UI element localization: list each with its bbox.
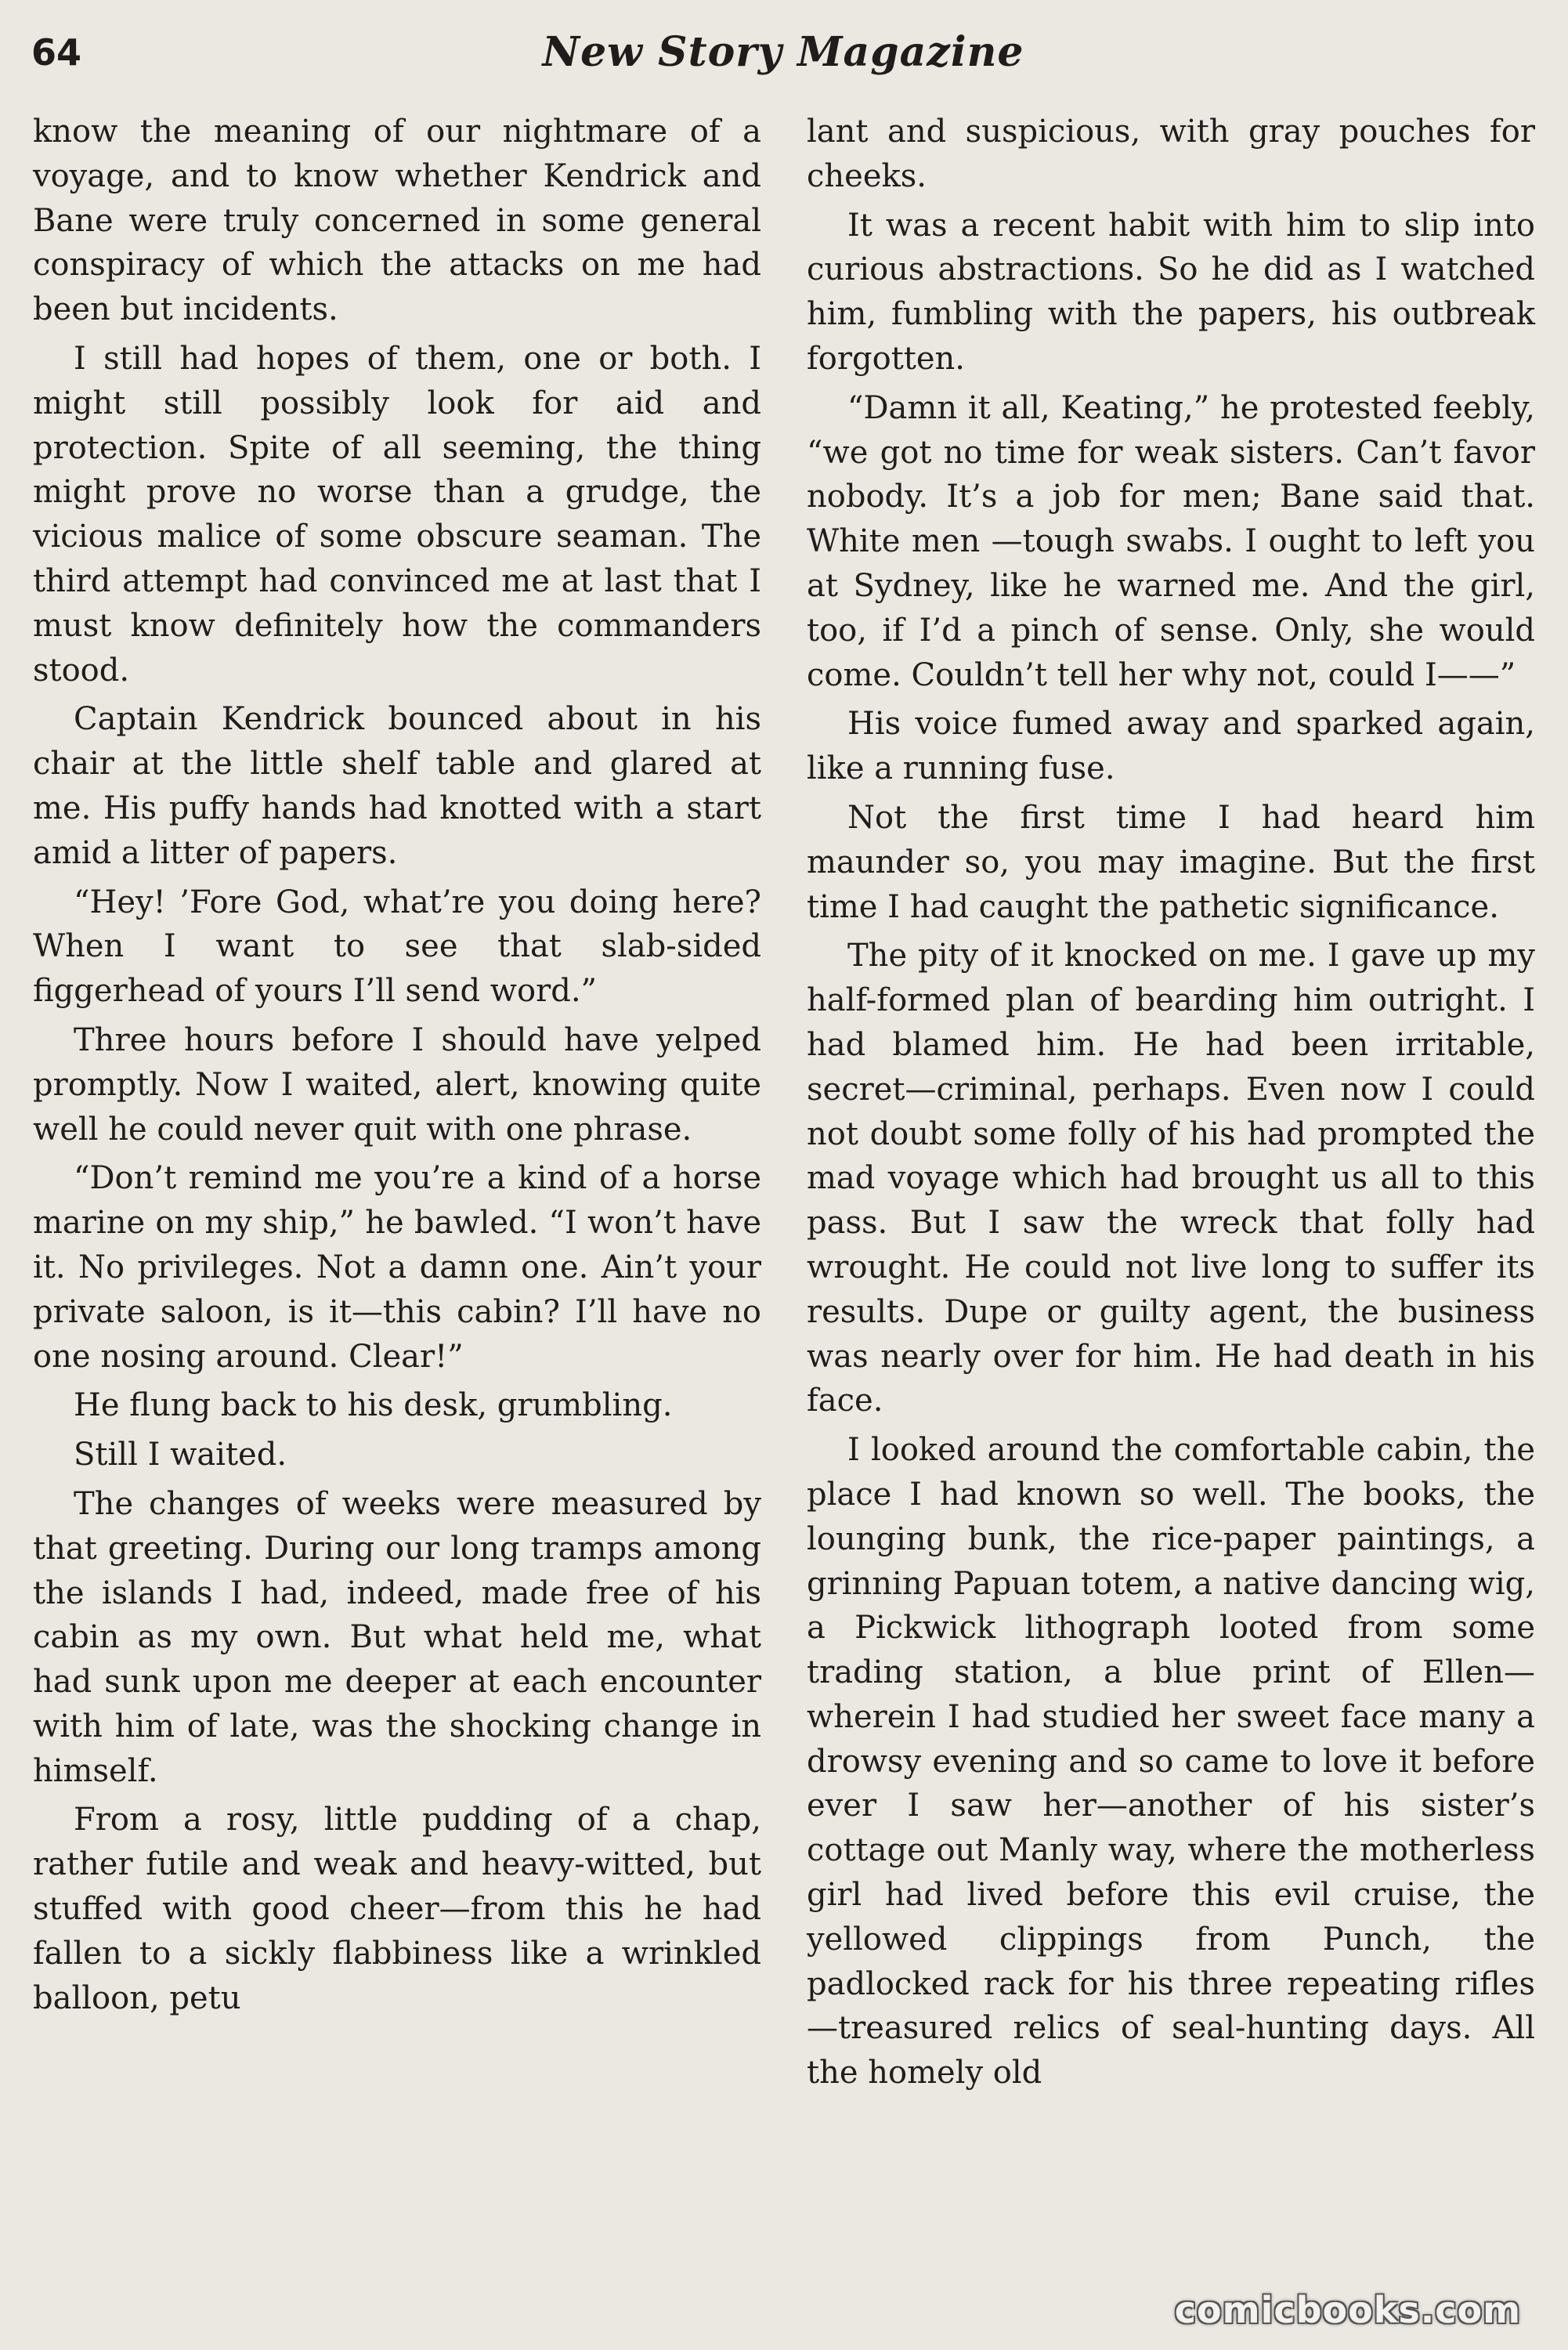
right-column bbox=[807, 110, 1535, 2100]
paragraph: know the meaning of our nightmare of a voyage, and to know whether Kendrick and Bane were truly concerned in some general conspiracy of which the attacks on me had been but incidents. bbox=[33, 114, 761, 328]
page-header bbox=[31, 24, 1535, 86]
paragraph: The pity of it knocked on me. I gave up my half-formed plan of bearding him outright. I had blamed him. He had been irritable, secret—criminal, perhaps. Even now I could not doubt some folly of his had prompted the mad voyage which had brought us all to this pass. But I saw the wreck that folly had wrought. He could not live long to suffer its results. Dupe or guilty agent, the business was nearly over for him. He had death in his face. bbox=[807, 938, 1535, 1419]
paragraph: He flung back to his desk, grumbling. bbox=[74, 1387, 673, 1424]
watermark: comicbooks.com bbox=[1174, 2289, 1521, 2331]
paragraph: “Don’t remind me you’re a kind of a horse marine on my ship,” he bawled. “I won’t have it. No privileges. Not a damn one. Ain’t your private saloon, is it—this cabin? I’ll have no one nosing around. Clear!” bbox=[33, 1160, 761, 1375]
left-column bbox=[33, 110, 761, 2025]
paragraph: “Hey! ’Fore God, what’re you doing here? When I want to see that slab-sided figgerhead of yours I’ll send word.” bbox=[33, 884, 761, 1010]
paragraph: “Damn it all, Keating,” he protested feebly, “we got no time for weak sisters. Can’t favor nobody. It’s a job for men; Bane said that. White men —tough swabs. I ought to left you at Sydney, like he warned me. And the girl, too, if I’d a pinch of sense. Only, she would come. Couldn’t tell her why not, could I——” bbox=[807, 389, 1535, 693]
paragraph: From a rosy, little pudding of a chap, rather futile and weak and heavy-witted, but stuffed with good cheer—from this he had fallen to a sickly flabbiness like a wrinkled balloon, petu bbox=[33, 1802, 761, 2016]
paragraph: The changes of weeks were measured by that greeting. During our long tramps among the islands I had, indeed, made free of his cabin as my own. But what held me, what had sunk upon me deeper at each encounter with him of late, was the shocking change in himself. bbox=[33, 1485, 761, 1789]
paragraph: I looked around the comfortable cabin, the place I had known so well. The books, the lounging bunk, the rice-paper paintings, a grinning Papuan totem, a native dancing wig, a Pickwick lithograph looted from some trading station, a blue print of Ellen—wherein I had studied her sweet face many a drowsy evening and so came to love it before ever I saw her—another of his sister’s cottage out Manly way, where the motherless girl had lived before this evil cruise, the yellowed clippings from Punch, the padlocked rack for his three repeating rifles—treasured relics of seal-hunting days. All the homely old bbox=[807, 1432, 1535, 2092]
running-title: New Story Magazine bbox=[542, 28, 1024, 76]
paragraph: It was a recent habit with him to slip into curious abstractions. So he did as I watched him, fumbling with the papers, his outbreak forgotten. bbox=[807, 207, 1535, 377]
paragraph: lant and suspicious, with gray pouches for cheeks. bbox=[807, 114, 1535, 194]
paragraph: Not the first time I had heard him maunder so, you may imagine. But the first time I had caught the pathetic significance. bbox=[807, 799, 1535, 925]
paragraph: I still had hopes of them, one or both. I might still possibly look for aid and protection. Spite of all seeming, the thing might prove no worse than a grudge, the vicious malice of some obscure seaman. The third attempt had convinced me at last that I must know definitely how the commanders stood. bbox=[33, 340, 761, 689]
paragraph: Captain Kendrick bounced about in his chair at the little shelf table and glared at me. His puffy hands had knotted with a start amid a litter of papers. bbox=[33, 701, 761, 871]
paragraph: His voice fumed away and sparked again, like a running fuse. bbox=[807, 706, 1535, 787]
paragraph: Still I waited. bbox=[74, 1437, 287, 1473]
paragraph: Three hours before I should have yelped promptly. Now I waited, alert, knowing quite well he could never quit with one phrase. bbox=[33, 1021, 761, 1148]
page-number: 64 bbox=[31, 31, 82, 74]
